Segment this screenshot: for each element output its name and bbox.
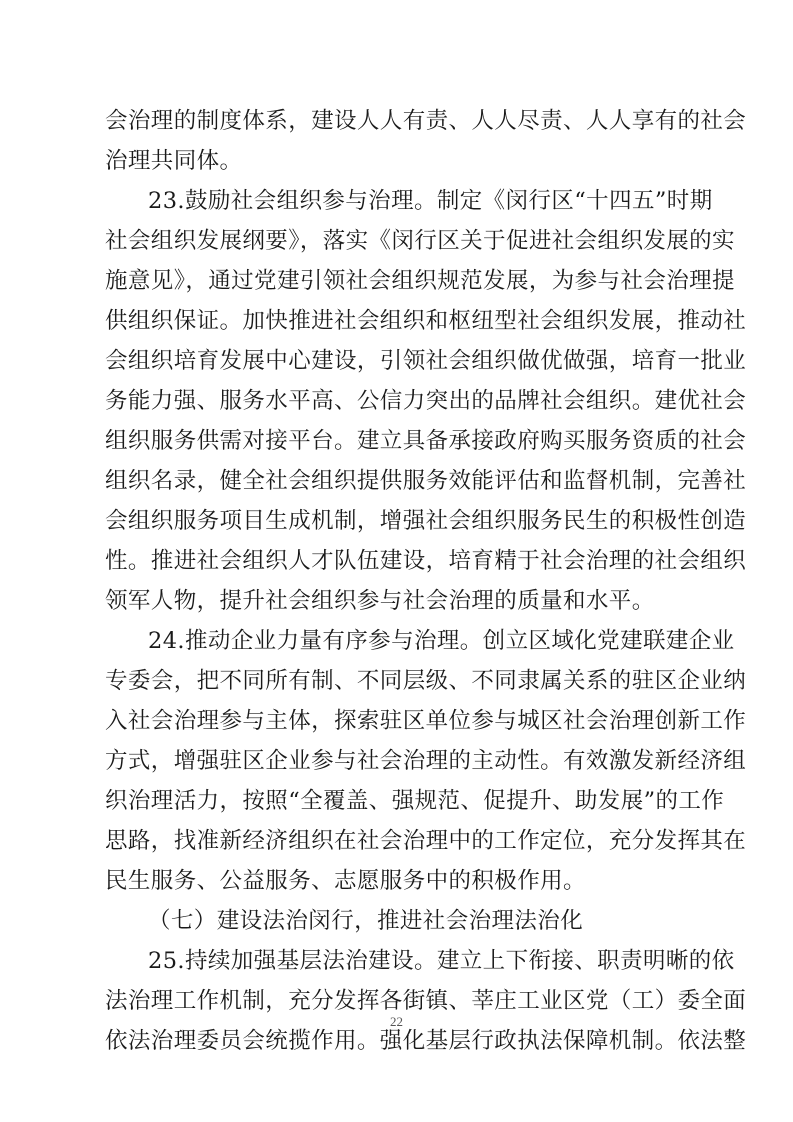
body-text-line: 务能力强、服务水平高、公信力突出的品牌社会组织。建优社会: [105, 388, 747, 414]
body-text-line: 会组织服务项目生成机制，增强社会组织服务民生的积极性创造: [105, 508, 747, 534]
body-text-line: 专委会，把不同所有制、不同层级、不同隶属关系的驻区企业纳: [105, 668, 747, 694]
paragraph-23-first-line: 23.鼓励社会组织参与治理。制定《闵行区“十四五”时期: [148, 188, 713, 214]
body-text-line: 依法治理委员会统揽作用。强化基层行政执法保障机制。依法整: [105, 1028, 747, 1054]
body-text-line: 会治理的制度体系，建设人人有责、人人尽责、人人享有的社会: [105, 108, 747, 134]
body-text-line: 供组织保证。加快推进社会组织和枢纽型社会组织发展，推动社: [105, 308, 747, 334]
body-text-line: 组织服务供需对接平台。建立具备承接政府购买服务资质的社会: [105, 428, 747, 454]
body-text-line: 施意见》，通过党建引领社会组织规范发展，为参与社会治理提: [105, 268, 735, 294]
body-text-line: 会组织培育发展中心建设，引领社会组织做优做强，培育一批业: [105, 348, 747, 374]
paragraph-24-first-line: 24.推动企业力量有序参与治理。创立区域化党建联建企业: [148, 628, 735, 654]
page-number: 22: [390, 1014, 403, 1029]
body-text-line: 入社会治理参与主体，探索驻区单位参与城区社会治理创新工作: [105, 708, 747, 734]
paragraph-25-first-line: 25.持续加强基层法治建设。建立上下衔接、职责明晰的依: [148, 948, 735, 974]
body-text-line: 织治理活力，按照“全覆盖、强规范、促提升、助发展”的工作: [105, 788, 725, 814]
body-text-line: 法治理工作机制，充分发挥各街镇、莘庄工业区党（工）委全面: [105, 988, 747, 1014]
body-text-line: 社会组织发展纲要》，落实《闵行区关于促进社会组织发展的实: [105, 228, 735, 254]
body-text-line: 方式，增强驻区企业参与社会治理的主动性。有效激发新经济组: [105, 748, 747, 774]
section-heading: （七）建设法治闵行，推进社会治理法治化: [148, 908, 584, 934]
body-text-line: 思路，找准新经济组织在社会治理中的工作定位，充分发挥其在: [105, 828, 747, 854]
body-text-line: 组织名录，健全社会组织提供服务效能评估和监督机制，完善社: [105, 468, 747, 494]
body-text-line: 治理共同体。: [105, 148, 243, 174]
body-text-line: 领军人物，提升社会组织参与社会治理的质量和水平。: [105, 588, 655, 614]
body-text-line: 民生服务、公益服务、志愿服务中的积极作用。: [105, 868, 586, 894]
body-text-line: 性。推进社会组织人才队伍建设，培育精于社会治理的社会组织: [105, 548, 747, 574]
